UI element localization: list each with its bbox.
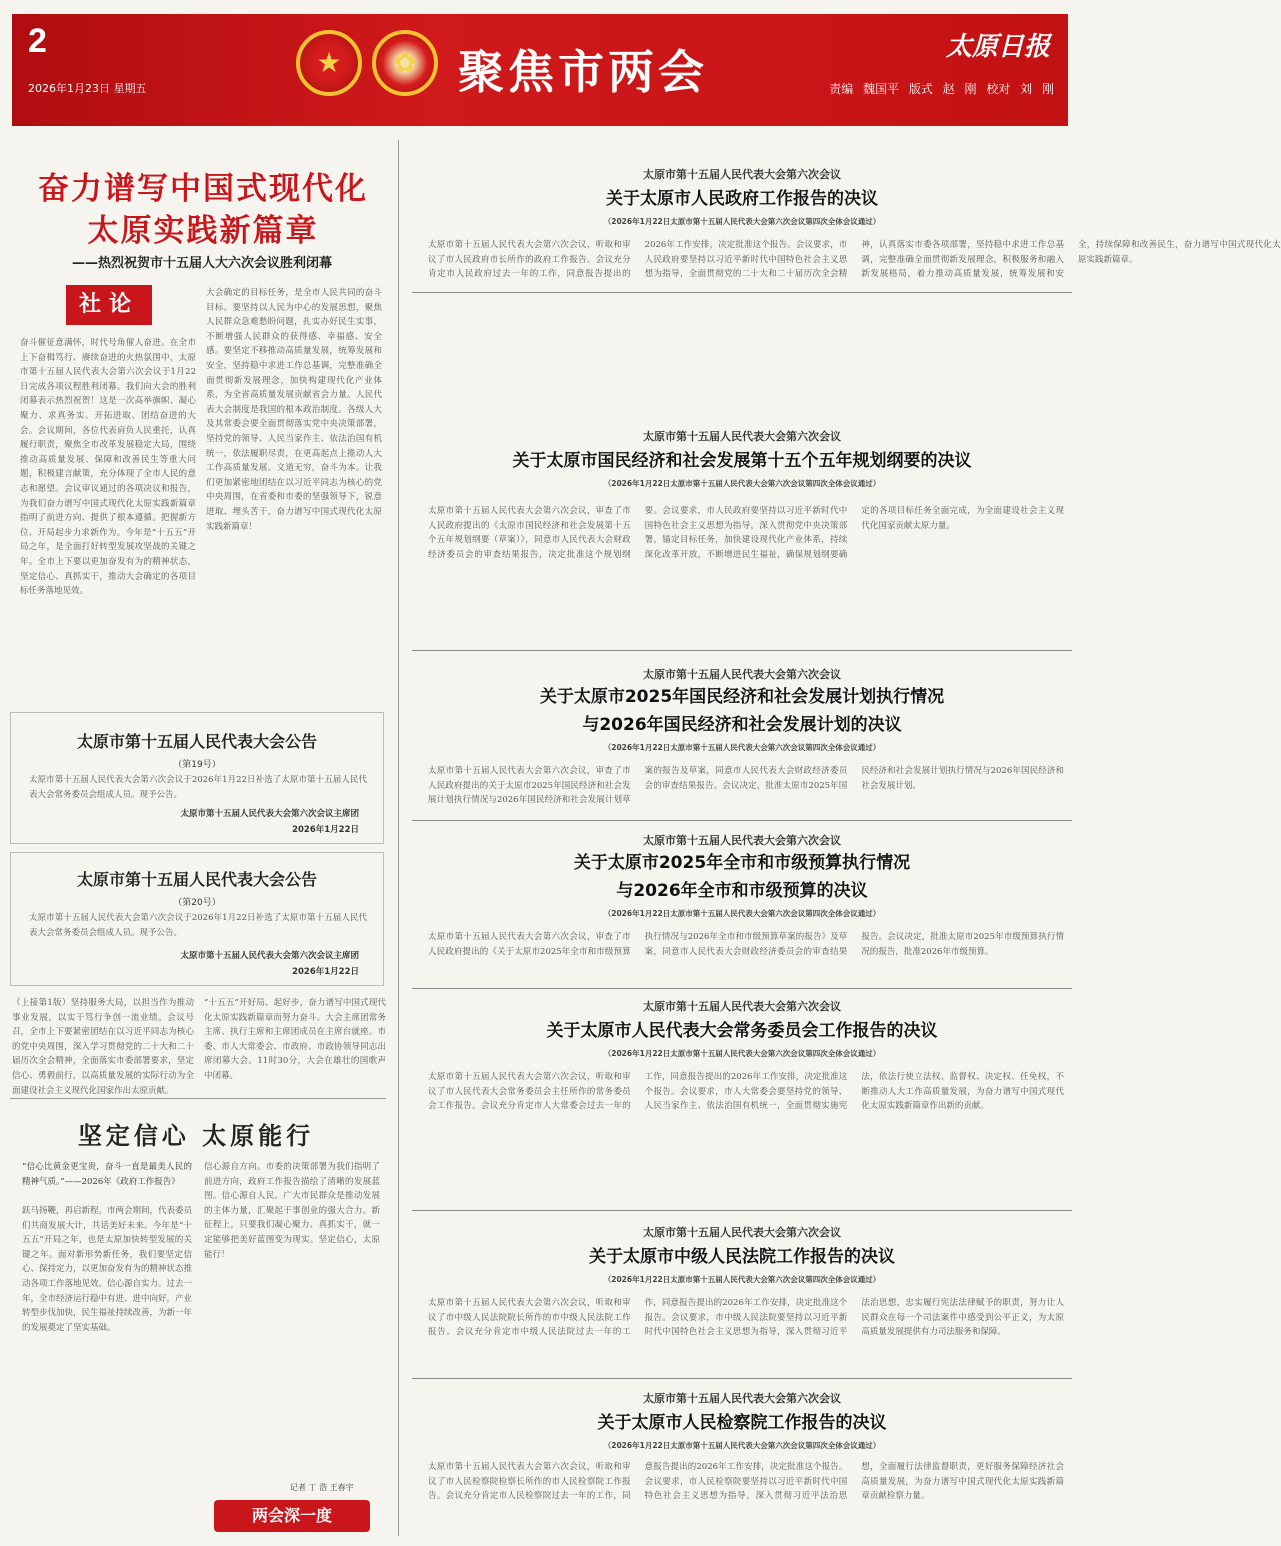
resolution-title: 关于太原市人民政府工作报告的决议 [606,189,878,209]
notice-number: （第20号） [173,898,221,908]
lead-headline-line1: 奋力谱写中国式现代化 [38,171,368,207]
resolution-note: （2026年1月22日太原市第十五届人民代表大会第六次会议第四次全体会议通过） [603,479,881,488]
notice-title: 太原市第十五届人民代表大会公告 [76,732,317,751]
column-divider [398,140,399,1536]
resolution-5 [412,992,1072,1206]
section-title: 聚焦市两会 [458,45,708,99]
notice-body: 太原市第十五届人民代表大会第六次会议于2026年1月22日补选了太原市第十五届人民代表大会常务委员会组成人员。现予公告。 [29,775,367,800]
resolution-note: （2026年1月22日太原市第十五届人民代表大会第六次会议第四次全体会议通过） [603,1275,881,1284]
notice-number: （第19号） [173,760,221,770]
resolution-title-line2: 与2026年国民经济和社会发展计划的决议 [582,715,902,735]
resolution-1 [412,140,1281,288]
resolution-note: （2026年1月22日太原市第十五届人民代表大会第六次会议第四次全体会议通过） [603,743,881,752]
lead-headline-line2: 太原实践新篇章 [87,213,319,249]
resolution-kicker: 太原市第十五届人民代表大会第六次会议 [643,1000,841,1013]
resolution-2 [412,296,1072,508]
lead-headline [18,168,388,252]
continued-column-2: “十五五”开好局、起好步，奋力谱写中国式现代化太原实践新篇章而努力奋斗。大会主席团常务主席、执行主席和主席团成员在主席台就座。市委、市人大常委会、市政府、市政协领导同志出席闭幕大会。11时30分，大会在雄壮的国歌声中闭幕。 [204,998,386,1081]
resolution-title: 关于太原市人民检察院工作报告的决议 [597,1413,887,1433]
feature-banner: 两会深一度 [214,1500,370,1532]
resolution-kicker: 太原市第十五届人民代表大会第六次会议 [643,168,841,181]
notice-19 [10,712,384,844]
resolution-note: （2026年1月22日太原市第十五届人民代表大会第六次会议第四次全体会议通过） [603,909,881,918]
editorial-column-1: 奋斗催征意满怀，时代号角催人奋进。在全市上下奋楫笃行、赓续奋进的火热氛围中，太原市第十五届人民代表大会第六次会议于1月22日完成各项议程胜利闭幕。我们向大会的胜利闭幕表示热烈祝贺！这是一次高举旗帜、凝心聚力、求真务实、开拓进取、团结奋进的大会。会议期间，各位代表肩负人民重托，认真履行职责，聚焦全市改革发展稳定大局，围绕推动高质量发展、保障和改善民生等重大问题，积极建言献策，充分体现了全市人民的意志和愿望。会议审议通过的各项决议和报告，为我们奋力谱写中国式现代化太原实践新篇章指明了前进方向、提供了根本遵循。把握新方位、开局起步力求新作为。今年是“十五五”开局之年，是全面打好转型发展攻坚战的关键之年。全市上下要以更加奋发有为的精神状态，坚定信心、真抓实干，推动大会确定的各项目标任务落地见效。 [20,338,196,597]
national-emblem-icon [296,30,362,96]
resolution-body: 太原市第十五届人民代表大会第六次会议，听取和审议了市人民政府市长所作的政府工作报告。会议充分肯定市人民政府过去一年的工作，同意报告提出的2026年工作安排，决定批准这个报告。会议要求，市人民政府要坚持以习近平新时代中国特色社会主义思想为指导，全面贯彻党的二十大和二十届历次全会精神，认真落实市委各项部署，坚持稳中求进工作总基调，完整准确全面贯彻新发展理念，积极服务和融入新发展格局，着力推动高质量发展，统筹发展和安全，持续保障和改善民生，奋力谱写中国式现代化太原实践新篇章。 [428,240,1281,280]
resolution-kicker: 太原市第十五届人民代表大会第六次会议 [643,1392,841,1405]
resolution-title-line1: 关于太原市2025年全市和市级预算执行情况 [573,853,911,873]
lead-subheadline: ——热烈祝贺市十五届人大六次会议胜利闭幕 [71,256,332,271]
divider [412,1210,1072,1211]
resolution-title: 关于太原市人民代表大会常务委员会工作报告的决议 [546,1021,938,1041]
divider [412,820,1072,821]
resolution-kicker: 太原市第十五届人民代表大会第六次会议 [643,430,841,443]
resolution-body: 太原市第十五届人民代表大会第六次会议，听取和审议了市中级人民法院院长所作的市中级人民法院工作报告。会议充分肯定市中级人民法院过去一年的工作，同意报告提出的2026年工作安排，决定批准这个报告。会议要求，市中级人民法院要坚持以习近平新时代中国特色社会主义思想为指导，深入贯彻习近平法治思想，忠实履行宪法法律赋予的职责，努力让人民群众在每一个司法案件中感受到公平正义，为太原高质量发展提供有力司法服务和保障。 [428,1298,1064,1338]
notice-body: 太原市第十五届人民代表大会第六次会议于2026年1月22日补选了太原市第十五届人民代表大会常务委员会组成人员。现予公告。 [29,913,367,938]
notice-date: 2026年1月22日 [292,825,359,835]
notice-20 [10,852,384,986]
resolution-title-line1: 关于太原市2025年国民经济和社会发展计划执行情况 [539,687,945,707]
resolution-kicker: 太原市第十五届人民代表大会第六次会议 [643,668,841,681]
divider [412,650,1072,651]
divider [412,1378,1072,1379]
editorial-badge: 社论 [66,285,152,325]
divider [10,1098,386,1099]
cppcc-emblem-icon [372,30,438,96]
feature-quote: “信心比黄金更宝贵，奋斗一直是最美人民的精神气质。”——2026年《政府工作报告》 [22,1162,192,1187]
resolution-6 [412,1214,1072,1374]
issue-date: 2026年1月23日 星期五 [28,82,147,95]
notice-issuer: 太原市第十五届人民代表大会第六次会议主席团 [180,951,359,961]
notice-title: 太原市第十五届人民代表大会公告 [76,870,317,889]
resolution-body: 太原市第十五届人民代表大会第六次会议，审查了市人民政府提出的《关于太原市2025年全市和市级预算执行情况与2026年全市和市级预算草案的报告》及草案，同意市人民代表大会财政经济委员会的审查结果报告。会议决定，批准太原市2025年市级预算执行情况的报告，批准2026年市级预算。 [428,932,1064,957]
feature-column-2: 信心源自方向。市委的决策部署为我们指明了前进方向，政府工作报告描绘了清晰的发展蓝图。信心源自人民。广大市民群众是推动发展的主体力量，汇聚起干事创业的强大合力。新征程上，只要我们凝心聚力、真抓实干，就一定能够把美好蓝图变为现实。坚定信心，太原能行！ [204,1162,380,1260]
editor-credits: 责编 魏国平 版式 赵 刚 校对 刘 刚 [829,82,1054,96]
resolution-body: 太原市第十五届人民代表大会第六次会议，听取和审议了市人民代表大会常务委员会主任所作的常务委员会工作报告。会议充分肯定市人大常委会过去一年的工作，同意报告提出的2026年工作安排，决定批准这个报告。会议要求，市人大常委会要坚持党的领导、人民当家作主、依法治国有机统一，全面贯彻实施宪法，依法行使立法权、监督权、决定权、任免权，不断推动人大工作高质量发展，为奋力谱写中国式现代化太原实践新篇章作出新的贡献。 [428,1072,1064,1112]
feature-headline: 坚定信心 太原能行 [77,1122,315,1150]
divider [412,292,1072,293]
resolution-kicker: 太原市第十五届人民代表大会第六次会议 [643,1226,841,1239]
resolution-title-line2: 与2026年全市和市级预算的决议 [616,881,868,901]
resolution-kicker: 太原市第十五届人民代表大会第六次会议 [643,834,841,847]
divider [412,988,1072,989]
feature-byline: 记者 丁 浩 王春宇 [290,1483,354,1492]
feature-column-1: 跃马扬鞭，再启新程。市两会期间，代表委员们共商发展大计，共话美好未来。今年是“十五五”开局之年，也是太原加快转型发展的关键之年。面对新形势新任务，我们要坚定信心、保持定力，以更加奋发有为的精神状态推动各项工作落地见效。信心源自实力。过去一年，全市经济运行稳中有进、进中向好，产业转型步伐加快，民生福祉持续改善，为新一年的发展奠定了坚实基础。 [22,1206,193,1333]
resolution-title: 关于太原市中级人民法院工作报告的决议 [589,1247,895,1267]
resolution-title: 关于太原市国民经济和社会发展第十五个五年规划纲要的决议 [512,451,972,471]
page-number: 2 [28,22,47,60]
notice-date: 2026年1月22日 [292,967,359,977]
resolution-body: 太原市第十五届人民代表大会第六次会议，审查了市人民政府提出的关于太原市2025年国民经济和社会发展计划执行情况与2026年国民经济和社会发展计划草案的报告及草案，同意市人民代表大会财政经济委员会的审查结果报告。会议决定，批准太原市2025年国民经济和社会发展计划执行情况与2026年国民经济和社会发展计划。 [428,766,1064,806]
resolution-body: 太原市第十五届人民代表大会第六次会议，听取和审议了市人民检察院检察长所作的市人民检察院工作报告。会议充分肯定市人民检察院过去一年的工作，同意报告提出的2026年工作安排，决定批准这个报告。会议要求，市人民检察院要坚持以习近平新时代中国特色社会主义思想为指导，深入贯彻习近平法治思想，全面履行法律监督职责，更好服务保障经济社会高质量发展，为奋力谱写中国式现代化太原实践新篇章贡献检察力量。 [428,1462,1064,1502]
resolution-7 [412,1382,1072,1542]
continued-column-1: （上接第1版）坚持服务大局，以担当作为推动事业发展，以实干笃行争创一流业绩。会议号召，全市上下要紧密团结在以习近平同志为核心的党中央周围，深入学习贯彻党的二十大和二十届历次全会精神，全面落实市委部署要求，坚定信心、勇毅前行，以高质量发展的实际行动为全面建设社会主义现代化国家作出太原贡献。 [12,998,194,1096]
notice-issuer: 太原市第十五届人民代表大会第六次会议主席团 [180,809,359,819]
editorial-column-2: 大会确定的目标任务，是全市人民共同的奋斗目标。要坚持以人民为中心的发展思想，聚焦人民群众急难愁盼问题，扎实办好民生实事，不断增强人民群众的获得感、幸福感、安全感。要坚定不移推动高质量发展，统筹发展和安全，坚持稳中求进工作总基调，完整准确全面贯彻新发展理念，加快构建现代化产业体系，为全省高质量发展贡献省会力量。人民代表大会制度是我国的根本政治制度。各级人大及其常委会要全面贯彻落实党中央决策部署，坚持党的领导、人民当家作主、依法治国有机统一，依法履职尽责，在更高起点上推动人大工作高质量发展。文道无穷，奋斗为本。让我们更加紧密地团结在以习近平同志为核心的党中央周围，在省委和市委的坚强领导下，锐意进取、埋头苦干，奋力谱写中国式现代化太原实践新篇章！ [206,288,382,532]
resolution-4 [412,824,1072,984]
masthead-logo: 太原日报 [945,32,1050,62]
resolution-note: （2026年1月22日太原市第十五届人民代表大会第六次会议第四次全体会议通过） [603,1049,881,1058]
page-header [0,0,1080,132]
resolution-note: （2026年1月22日太原市第十五届人民代表大会第六次会议第四次全体会议通过） [603,217,881,226]
resolution-3 [412,654,1072,824]
resolution-body: 太原市第十五届人民代表大会第六次会议，审查了市人民政府提出的《太原市国民经济和社会发展第十五个五年规划纲要（草案）》，同意市人民代表大会财政经济委员会的审查结果报告，决定批准这个规划纲要。会议要求，市人民政府要坚持以习近平新时代中国特色社会主义思想为指导，深入贯彻党中央决策部署，锚定目标任务，加快建设现代化产业体系，持续深化改革开放，不断增进民生福祉，确保规划纲要确定的各项目标任务全面完成，为全面建设社会主义现代化国家贡献太原力量。 [428,506,1064,560]
resolution-note: （2026年1月22日太原市第十五届人民代表大会第六次会议第四次全体会议通过） [603,1441,881,1450]
